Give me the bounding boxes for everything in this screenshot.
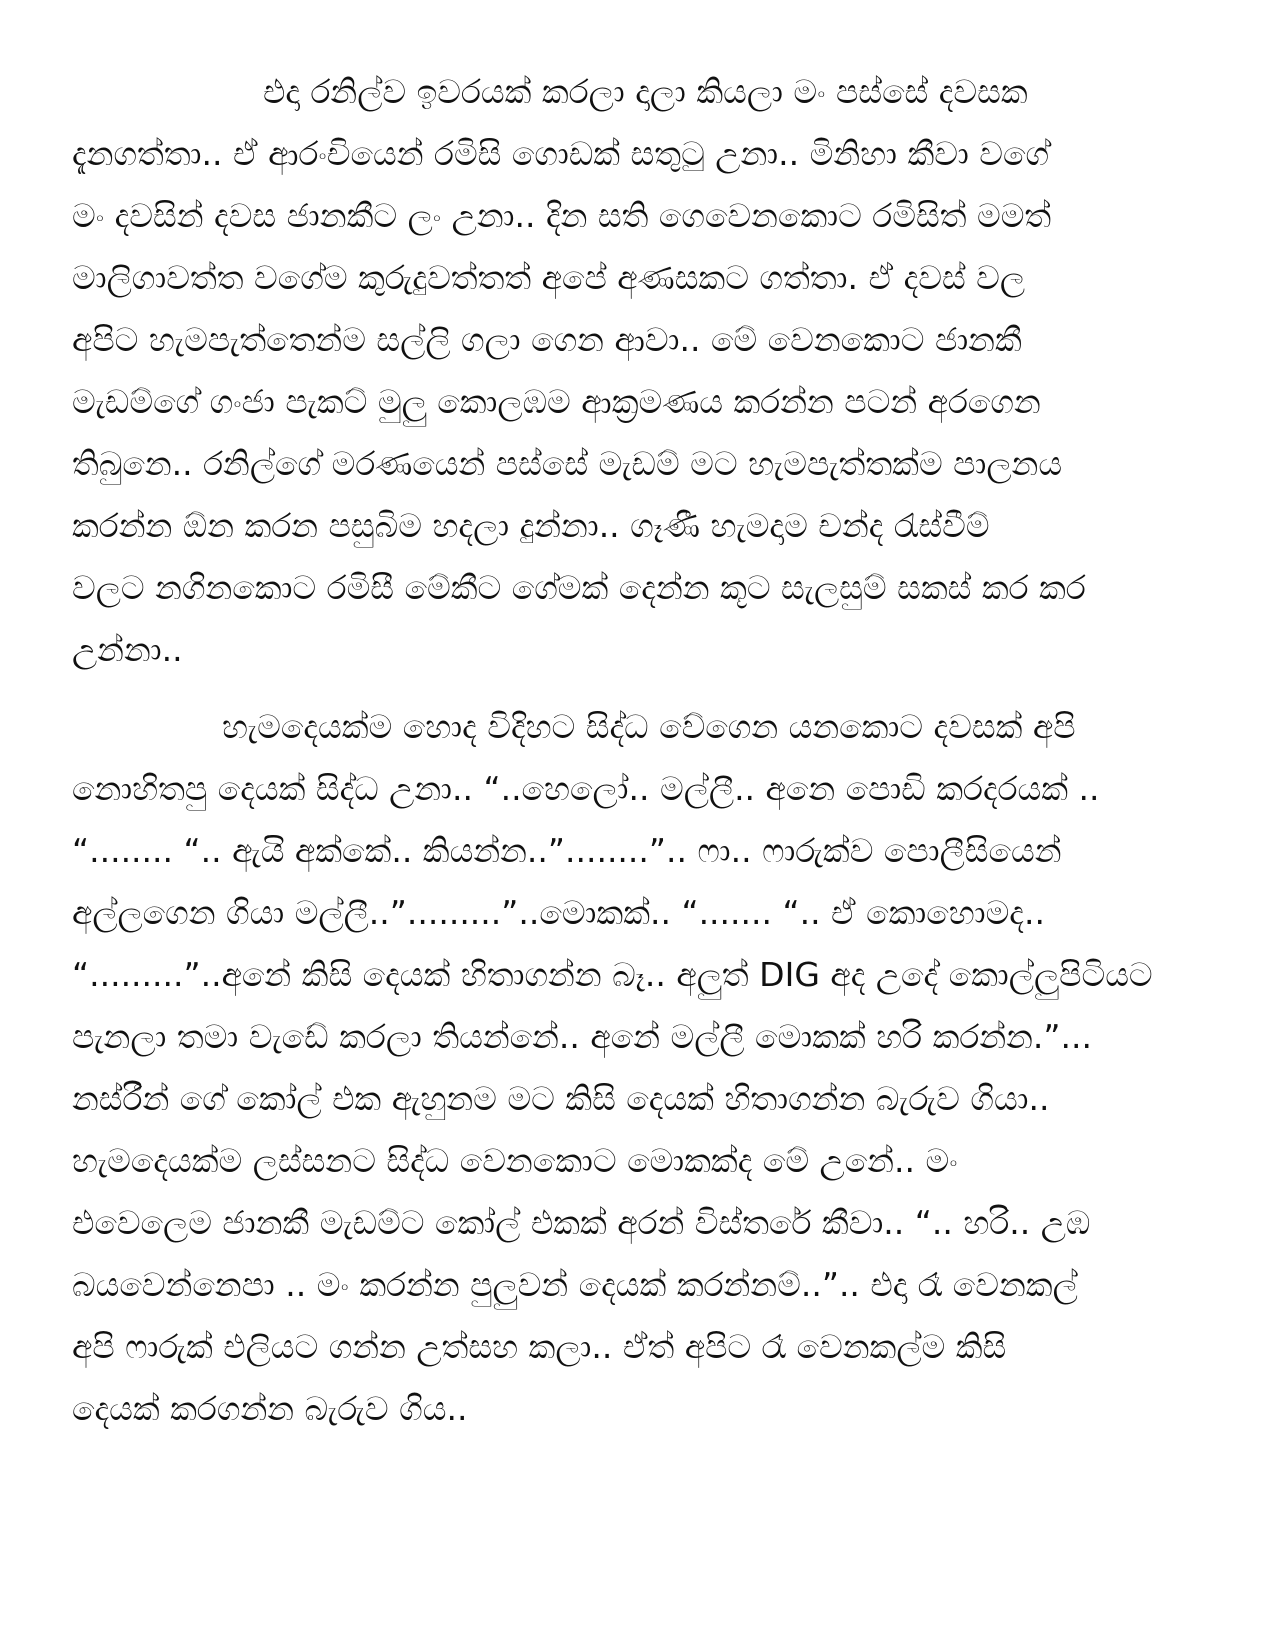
text-line: හැමදෙයක්ම ලස්සනට සිද්ධ වෙනකොට මොකක්ද මේ උනේ.. මං [72,1141,958,1180]
text-line: මාලිගාවත්ත වගේම කුරුදුවත්තත් අපේ අණසකට ගත්තා. ඒ දවස් වල [72,258,1026,297]
text-line: මැඩම්ගේ ගංජා පැකට් මුලු කොලඹම ආක්‍රමණය කරන්න පටන් අරගෙන [72,382,1041,421]
text-line: එවෙලෙම ජානකී මැඩම්ට කෝල් එකක් අරන් විස්තරේ කීවා.. “.. හරි.. උඹ [72,1203,1091,1242]
text-line: පැනලා තමා වැඩේ කරලා තියන්නේ.. අනේ මල්ලී මොකක් හරි කරන්න.”... [72,1017,1092,1056]
text-line: අල්ලගෙන ගියා මල්ලී..”.........”..මොකක්.. “....... “.. ඒ කොහොමද.. [72,893,1045,932]
text-line: කරන්න ඕන කරන පසුබිම හදලා දුන්නා.. ගෑණී හැමදාම චන්ද රැස්වීම් [72,506,990,545]
text-line: එදා රනිල්ව ඉවරයක් කරලා දාලා කියලා මං පස්සේ දවසක [263,72,1028,111]
text-line: “........ “.. ඇයි අක්කේ.. කියන්න..”........”.. ෆා.. ෆාරුක්ව පොලීසියෙන් [72,831,1062,870]
text-line: බයවෙන්නෙපා .. මං කරන්න පුලුවන් දෙයක් කරන්නම්..”.. එදා රෑ වෙනකල් [72,1265,1078,1304]
text-line: මං දවසින් දවස ජානකීට ලං උනා.. දින සති ගෙවෙනකොට රමිසිත් මමත් [72,196,1052,235]
text-line: “.........”..අනේ කිසි දෙයක් හිතාගන්න බෑ.. අලුත් DIG අද උදේ කොල්ලුපිටියට [72,955,1153,994]
text-line: උන්නා.. [72,630,183,669]
text-line: නස්රීන් ගේ කෝල් එක ඇහුනම මට කිසි දෙයක් හිතාගන්න බැරුව ගියා.. [72,1079,1050,1118]
text-line: වලට නගිනකොට රමිසී මේකීට ගේමක් දෙන්න කූට සැලසුම් සකස් කර කර [72,568,1086,607]
text-line: නොහිතපු දෙයක් සිද්ධ උනා.. “..හෙලෝ.. මල්ලී.. අනෙ පොඩි කරදරයක් .. [72,769,1100,808]
text-line: හැමදෙයක්ම හොද විදිහට සිද්ධ වේගෙන යනකොට දවසක් අපි [222,707,1076,746]
text-line: අපිට හැමපැත්තෙන්ම සල්ලි ගලා ගෙන ආවා.. මේ වෙනකොට ජානකී [72,320,1022,359]
text-line: අපි ෆාරුක් එලියට ගන්න උත්සහ කලා.. ඒත් අපිට රෑ වෙනකල්ම කිසි [72,1327,1007,1366]
text-line: දැනගත්තා.. ඒ ආරංචියෙන් රමිසි ගොඩක් සතුටු උනා.. මිනිහා කීවා වගේ [72,134,1050,173]
text-line: දෙයක් කරගන්න බැරුව ගිය.. [72,1389,468,1428]
text-line: තිබුනෙ.. රනිල්ගේ මරණයෙන් පස්සේ මැඩම් මට හැමපැත්තක්ම පාලනය [72,444,1063,483]
